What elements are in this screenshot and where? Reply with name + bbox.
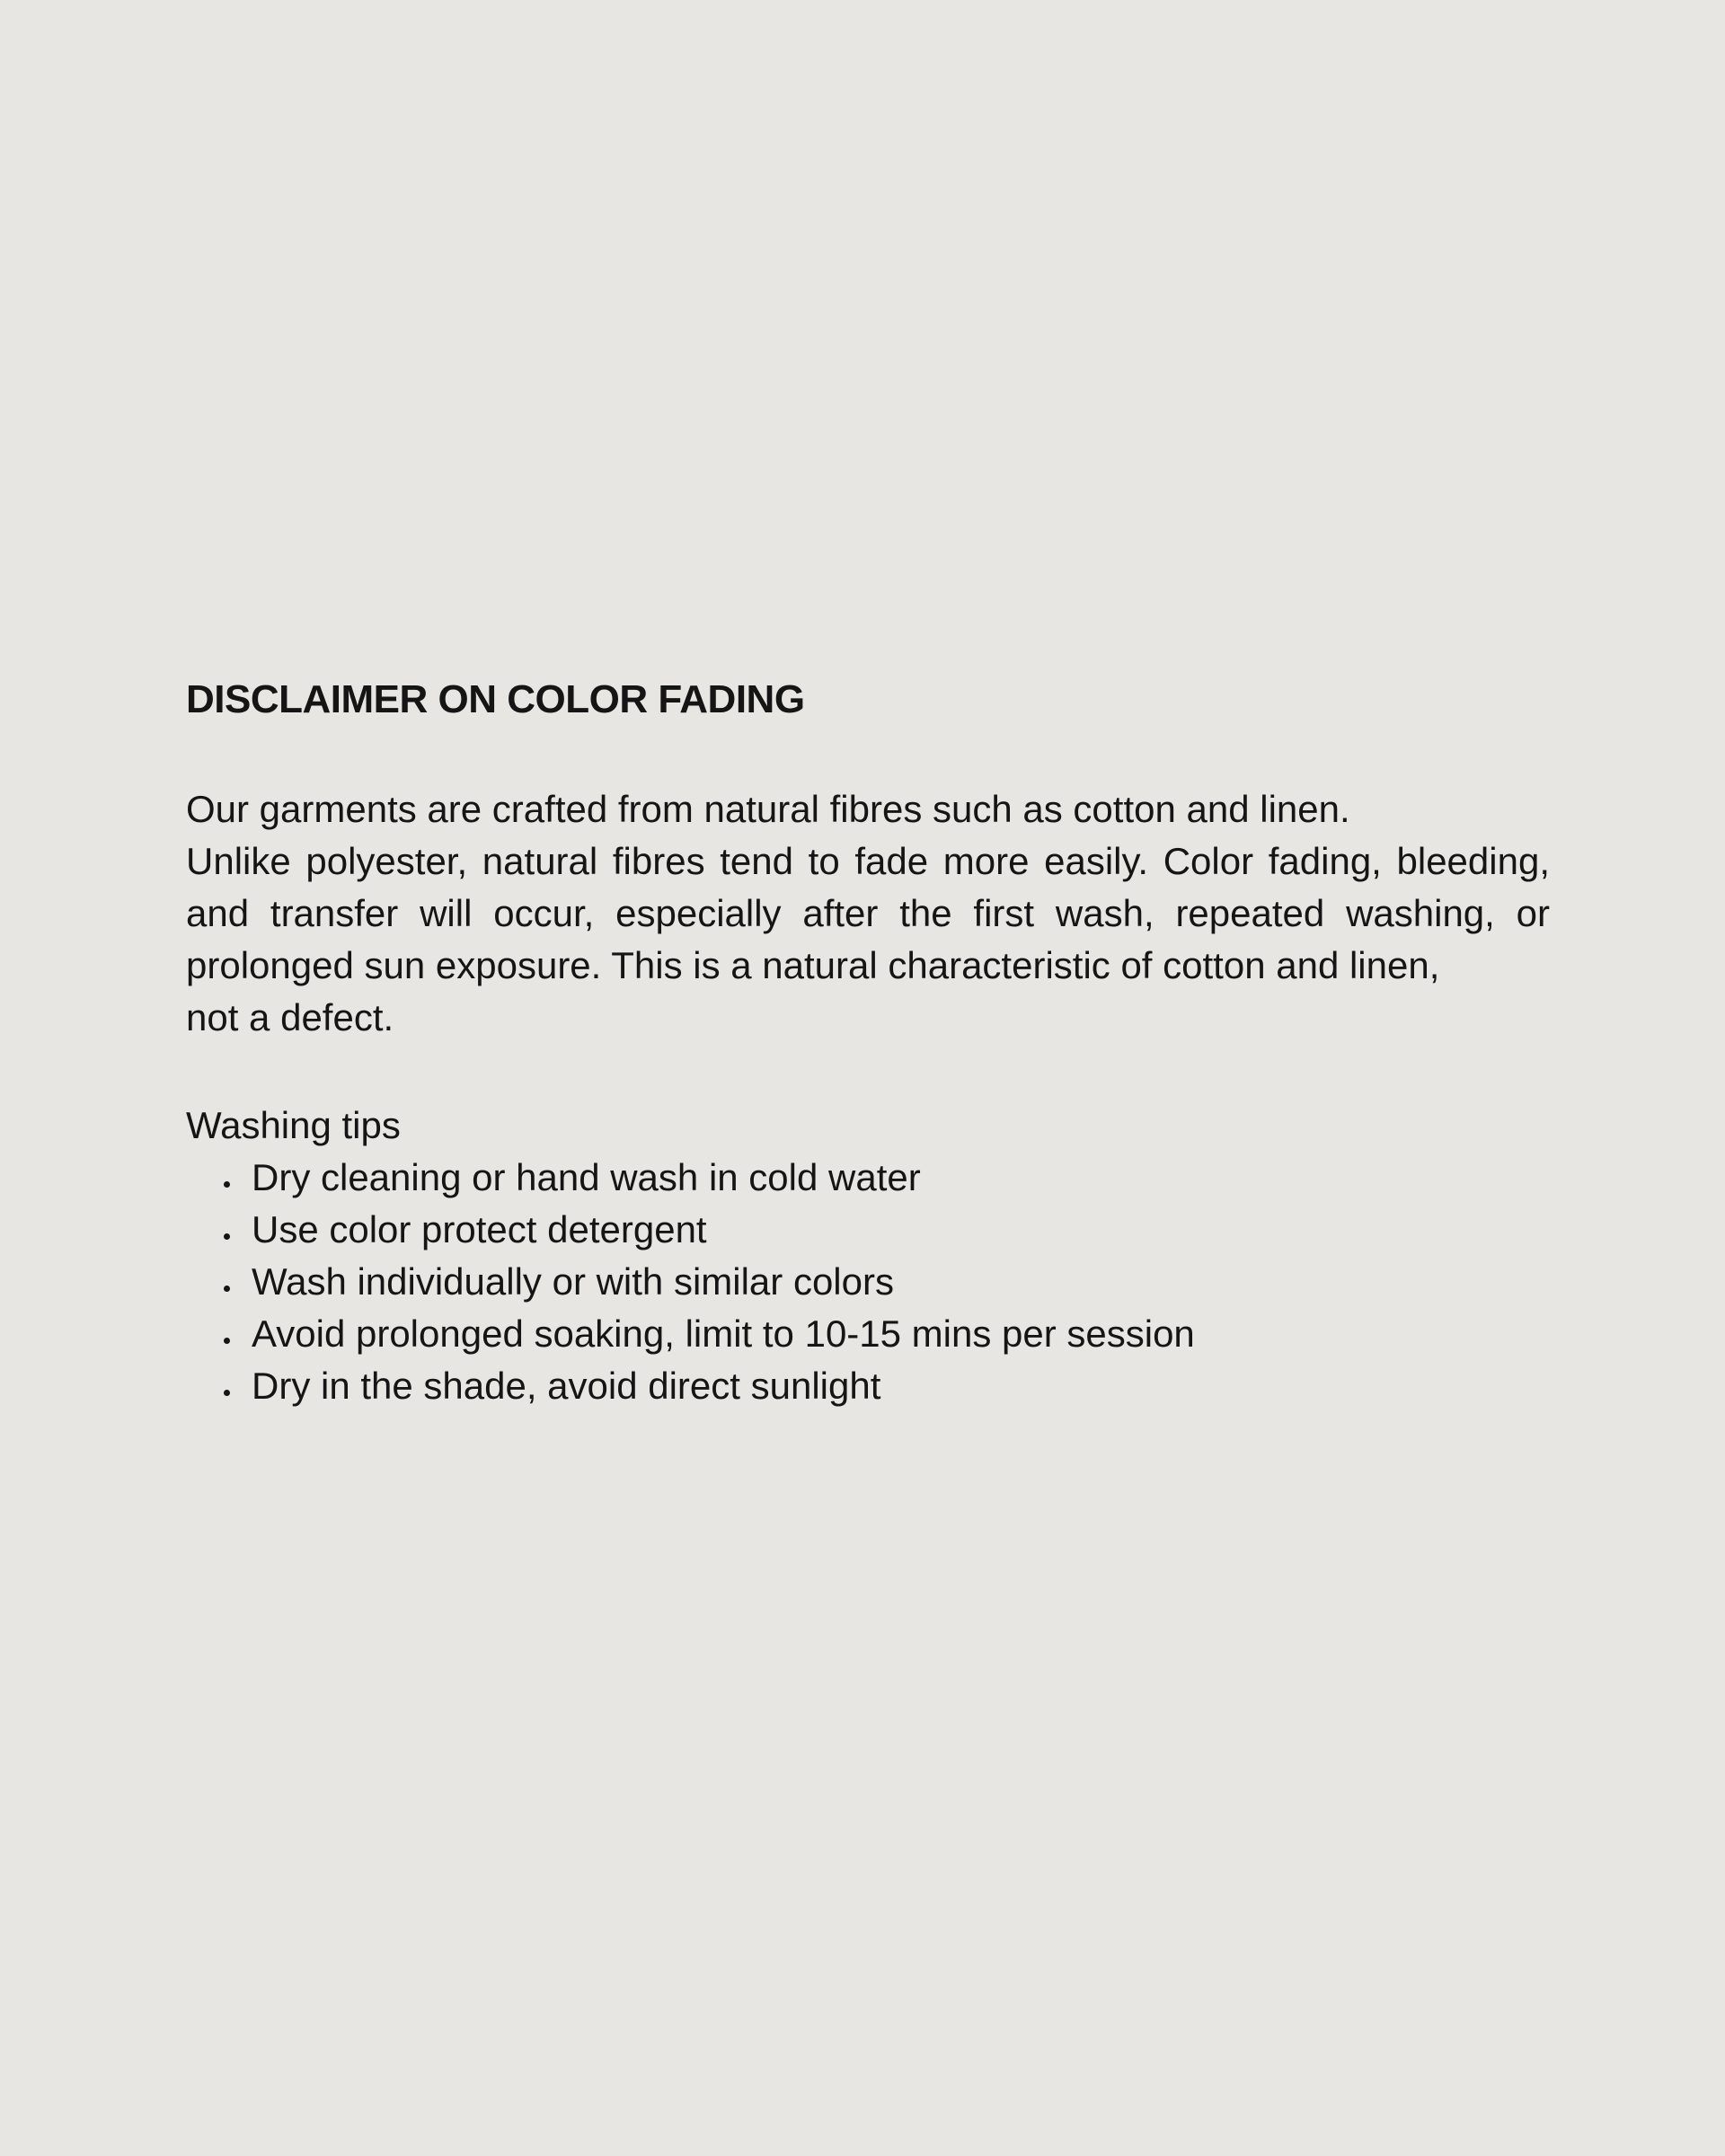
washing-tips-heading: Washing tips	[186, 1104, 401, 1146]
paragraph-line: and transfer will occur, especially after the first wash, repeated washing, or	[186, 892, 1550, 934]
disclaimer-paragraph	[186, 783, 1550, 1044]
list-item-text: Avoid prolonged soaking, limit to 10-15 mins per session	[252, 1312, 1195, 1355]
list-item-text: Dry in the shade, avoid direct sunlight	[252, 1365, 881, 1407]
list-item	[186, 1152, 1550, 1204]
list-item	[186, 1360, 1550, 1412]
bullet-icon	[224, 1338, 230, 1344]
paragraph-line: Our garments are crafted from natural fibres such as cotton and linen.	[186, 788, 1350, 830]
bullet-icon	[224, 1181, 230, 1188]
paragraph-line: Unlike polyester, natural fibres tend to fade more easily. Color fading, bleeding,	[186, 840, 1550, 882]
list-item	[186, 1308, 1550, 1360]
list-item	[186, 1204, 1550, 1256]
list-item-text: Wash individually or with similar colors	[252, 1260, 894, 1303]
bullet-icon	[224, 1390, 230, 1396]
washing-tips-list	[186, 1152, 1550, 1412]
list-item-text: Dry cleaning or hand wash in cold water	[252, 1156, 921, 1198]
bullet-icon	[224, 1286, 230, 1292]
bullet-icon	[224, 1233, 230, 1240]
list-item	[186, 1256, 1550, 1308]
paragraph-line: prolonged sun exposure. This is a natural characteristic of cotton and linen,	[186, 944, 1440, 986]
page-title: DISCLAIMER ON COLOR FADING	[186, 677, 805, 721]
list-item-text: Use color protect detergent	[252, 1208, 707, 1250]
paragraph-line: not a defect.	[186, 996, 394, 1038]
disclaimer-content-block	[186, 674, 1550, 1412]
